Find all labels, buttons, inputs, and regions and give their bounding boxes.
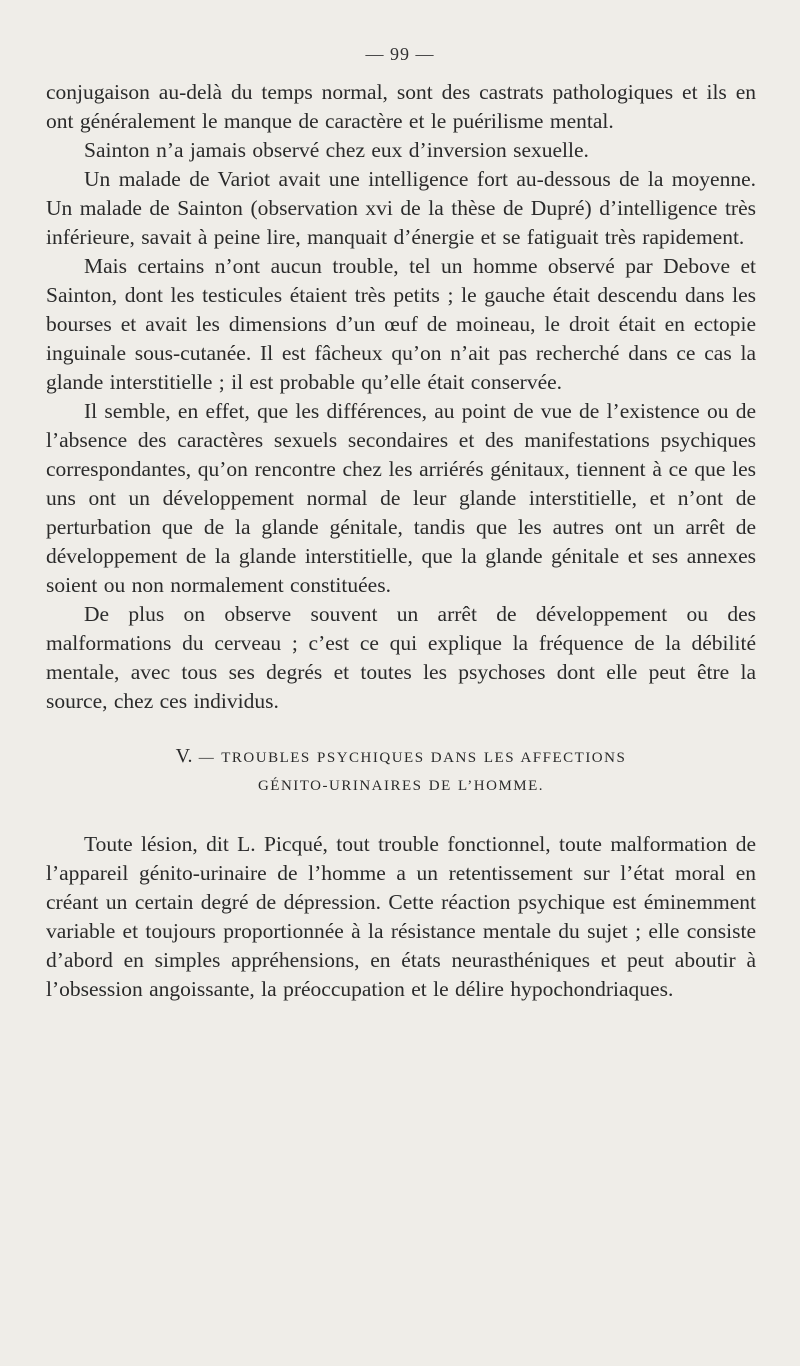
- paragraph-3: Un malade de Variot avait une intelligence fort au-dessous de la moyenne. Un malade de Sainton (observation xvi de la thèse de Dupré) d’intelligence très inférieure, savait à peine lire, manquait d’énergie et se fatiguait très rapidement.: [46, 167, 756, 249]
- section-dash: —: [198, 750, 216, 766]
- section-heading: [46, 742, 756, 800]
- paragraph-4: Mais certains n’ont aucun trouble, tel un homme observé par Debove et Sainton, dont les testicules étaient très petits ; le gauche était descendu dans les bourses et avait les dimensions d’un œuf de moineau, le droit était en ectopie inguinale sous-cutanée. Il est fâcheux qu’on n’ait pas recherché dans ce cas la glande interstitielle ; il est probable qu’elle était conservée.: [46, 254, 756, 394]
- paragraph-2: Sainton n’a jamais observé chez eux d’inversion sexuelle.: [84, 138, 589, 162]
- paragraph-6: De plus on observe souvent un arrêt de développement ou des malformations du cerveau ; c’est ce qui explique la fréquence de la débilité mentale, avec tous ses degrés et toutes les psychoses dont elle peut être la source, chez ces individus.: [46, 602, 756, 713]
- section-heading-line-1: [46, 742, 756, 772]
- section-title-line-2: GÉNITO-URINAIRES DE L’HOMME.: [257, 778, 545, 794]
- body-text: [46, 78, 756, 1004]
- section-title-line-1: TROUBLES PSYCHIQUES DANS LES AFFECTIONS: [221, 750, 627, 766]
- section-number: V.: [175, 745, 193, 767]
- paragraph-1: conjugaison au-delà du temps normal, sont des castrats pathologiques et ils en ont généralement le manque de caractère et le puérilisme mental.: [46, 80, 756, 133]
- page-number: — 99 —: [365, 44, 435, 64]
- paragraph-5: Il semble, en effet, que les différences, au point de vue de l’existence ou de l’absence des caractères sexuels secondaires et des manifestations psychiques correspondantes, qu’on rencontre chez les arriérés génitaux, tiennent à ce que les uns ont un développement normal de leur glande interstitielle, et n’ont de perturbation que de la glande génitale, tandis que les autres ont un arrêt de développement de la glande interstitielle, que la glande génitale et ses annexes soient ou non normalement constituées.: [46, 399, 756, 597]
- paragraph-closing: Toute lésion, dit L. Picqué, tout trouble fonctionnel, toute malformation de l’appareil génito-urinaire de l’homme a un retentissement sur l’état moral en créant un certain degré de dépression. Cette réaction psychique est éminemment variable et toujours proportionnée à la résistance mentale du sujet ; elle consiste d’abord en simples appréhensions, en états neurasthéniques et peut aboutir à l’obsession angoissante, la préoccupation et le délire hypochondriaques.: [46, 832, 756, 1001]
